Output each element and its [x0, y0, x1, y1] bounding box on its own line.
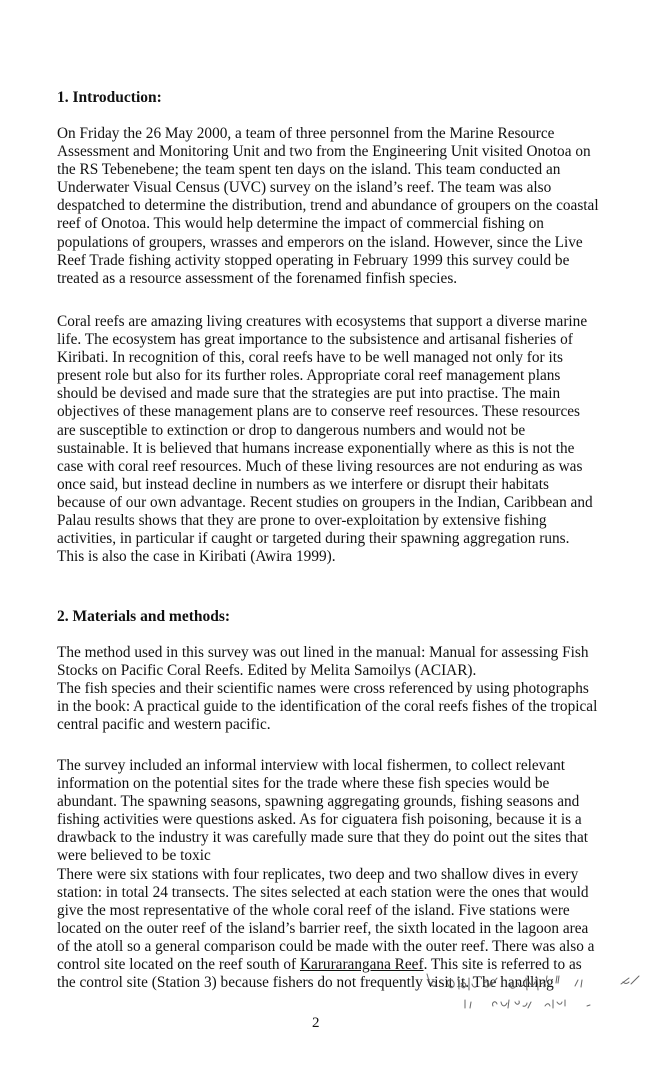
- text-line: fishing activities were questions asked. As for ciguatera fish poisoning, because it is a: [57, 811, 582, 829]
- text-line: in the book: A practical guide to the identification of the coral reefs fishes of the tropical: [57, 698, 598, 716]
- methods-paragraph-2: [57, 757, 632, 992]
- place-name-karurarangana-reef: Karurarangana Reef: [299, 956, 424, 974]
- text-line: of the atoll so a general comparison could be made with the outer reef. There was also a: [57, 937, 595, 955]
- text-line: The survey included an informal interview with local fishermen, to collect relevant: [57, 757, 566, 774]
- text-fragment: control site located on the reef south of: [57, 956, 300, 974]
- text-line: once said, but instead decline in numbers as we interfere or disrupt their habitats: [57, 475, 549, 493]
- intro-paragraph-2: [57, 313, 632, 566]
- text-line: treated as a resource assessment of the forenamed finfish species.: [57, 269, 458, 287]
- methods-paragraph-1: [57, 644, 632, 734]
- text-line: located on the outer reef of the island’s barrier reef, the sixth located in the lagoon area: [57, 919, 589, 937]
- text-line: objectives of these management plans are to conserve reef resources. These resources: [57, 403, 580, 421]
- text-line: drawback to the industry it was carefully made sure that they do point out the sites that: [57, 829, 589, 847]
- text-line: This is also the case in Kiribati (Awira 1999).: [57, 548, 336, 566]
- text-line: activities, in particular if caught or targeted during their spawning aggregation runs.: [57, 530, 570, 548]
- text-line: Reef Trade fishing activity stopped operating in February 1999 this survey could be: [57, 251, 570, 269]
- text-line: Coral reefs are amazing living creatures with ecosystems that support a diverse marine: [57, 313, 588, 330]
- text-line: There were six stations with four replicates, two deep and two shallow dives in every: [57, 865, 579, 883]
- text-line: case with coral reef resources. Much of these living resources are not enduring as was: [57, 457, 583, 475]
- text-line: Kiribati. In recognition of this, coral reefs have to be well managed not only for its: [57, 349, 563, 367]
- handwritten-annotation: [425, 972, 669, 1017]
- text-fragment: . This site is referred to as: [423, 956, 582, 974]
- text-line: sustainable. It is believed that humans increase exponentially where as this is not the: [57, 439, 575, 457]
- text-line: On Friday the 26 May 2000, a team of three personnel from the Marine Resource: [57, 125, 555, 142]
- text-line: life. The ecosystem has great importance to the subsistence and artisanal fisheries of: [57, 331, 573, 349]
- text-line: the control site (Station 3) because fishers do not frequently visit it. The handling: [57, 974, 554, 992]
- text-line: are susceptible to extinction or drop to dangerous numbers and would not be: [57, 421, 526, 439]
- section-heading-introduction: 1. Introduction:: [57, 89, 162, 106]
- text-line: were believed to be toxic: [57, 847, 211, 865]
- text-line: central pacific and western pacific.: [57, 716, 271, 734]
- text-line: populations of groupers, wrasses and emperors on the island. However, since the Live: [57, 233, 583, 251]
- text-line: reef of Onotoa. This would help determine the impact of commercial fishing on: [57, 215, 544, 233]
- text-line: The method used in this survey was out lined in the manual: Manual for assessing Fish: [57, 644, 589, 661]
- text-line: should be devised and made sure that the strategies are put into practise. The main: [57, 385, 561, 403]
- text-line: present role but also for its further roles. Appropriate coral reef management plans: [57, 367, 561, 385]
- text-line: give the most representative of the whole coral reef of the island. Five stations were: [57, 901, 570, 919]
- text-line: despatched to determine the distribution, trend and abundance of groupers on the coastal: [57, 197, 599, 215]
- text-line: the RS Tebenebene; the team spent ten days on the island. This team conducted an: [57, 161, 561, 179]
- page-number: 2: [312, 1015, 320, 1031]
- text-line: Palau results shows that they are prone to over-exploitation by extensive fishing: [57, 512, 547, 530]
- text-line: abundant. The spawning seasons, spawning aggregating grounds, fishing seasons and: [57, 793, 580, 811]
- intro-paragraph-1: [57, 125, 632, 288]
- text-line: station: in total 24 transects. The sites selected at each station were the ones that would: [57, 883, 589, 901]
- text-line: Underwater Visual Census (UVC) survey on the island’s reef. The team was also: [57, 179, 552, 197]
- text-line: Assessment and Monitoring Unit and two from the Engineering Unit visited Onotoa on: [57, 143, 591, 161]
- text-line: The fish species and their scientific names were cross referenced by using photographs: [57, 680, 589, 698]
- text-line: information on the potential sites for the trade where these fish species would be: [57, 775, 550, 793]
- section-heading-materials-methods: 2. Materials and methods:: [57, 608, 231, 625]
- text-line: because of our own advantage. Recent studies on groupers in the Indian, Caribbean and: [57, 493, 593, 511]
- text-line: Stocks on Pacific Coral Reefs. Edited by Melita Samoilys (ACIAR).: [57, 662, 477, 680]
